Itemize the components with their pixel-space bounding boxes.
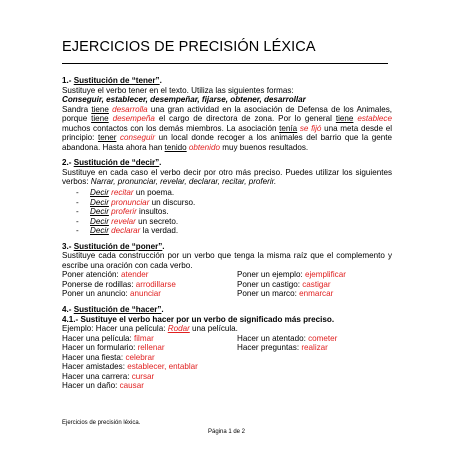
list-item: Hacer una película: filmar	[62, 333, 154, 343]
title-rule	[62, 63, 388, 64]
section-3-intro: Sustituye cada construcción por un verbo que tenga la misma raíz que el complemento y escribe una oración con cada verbo.	[62, 251, 392, 270]
section-4-subheading: 4.1.- Sustituye el verbo hacer por un verbo de significado más preciso.	[62, 314, 335, 324]
section-1-intro: Sustituye el verbo tener en el texto. Utiliza las siguientes formas:	[62, 85, 294, 95]
list-item: Hacer una carrera: cursar	[62, 371, 155, 381]
section-4-columns	[62, 334, 392, 391]
list-item: Ponerse de rodillas: arrodillarse	[62, 279, 176, 289]
list-item: Poner un ejemplo: ejemplificar	[237, 270, 346, 280]
section-3-heading: 3.- Sustitución de “poner”.	[62, 241, 165, 251]
list-item: Hacer una fiesta: celebrar	[62, 352, 155, 362]
list-item: Poner un marco: enmarcar	[237, 289, 334, 299]
list-item: Hacer amistades: establecer, entablar	[62, 362, 198, 372]
section-4-example: Ejemplo: Hacer una película: Rodar una película.	[62, 324, 238, 334]
list-item: Hacer un formulario: rellenar	[62, 343, 165, 353]
list-item: Poner atención: atender	[62, 270, 149, 280]
section-4-heading: 4.- Sustitución de “hacer”.	[62, 305, 164, 315]
list-item: - Decir revelar un secreto.	[76, 217, 392, 227]
section-2-intro: Sustituye en cada caso el verbo decir por otro más preciso. Puedes utilizar los siguientes verbos: Narrar, pronunciar, revelar, declarar, recitar, proferir.	[62, 167, 392, 187]
list-item: Poner un anuncio: anunciar	[62, 289, 162, 299]
list-item: - Decir pronunciar un discurso.	[76, 198, 392, 208]
list-item: Hacer preguntas: realizar	[237, 343, 328, 353]
list-item: - Decir proferir insultos.	[76, 207, 392, 217]
list-item: Poner un castigo: castigar	[237, 279, 331, 289]
section-1-heading: 1.- Sustitución de “tener”.	[62, 76, 162, 85]
section-2-list	[62, 188, 392, 236]
list-item: - Decir declarar la verdad.	[76, 226, 392, 236]
page-title: EJERCICIOS DE PRECISIÓN LÉXICA	[62, 39, 316, 55]
list-item: Hacer un daño: causar	[62, 381, 144, 391]
section-2-heading: 2.- Sustitución de “decir”.	[62, 158, 162, 168]
list-item: Hacer un atentado: cometer	[237, 333, 338, 343]
section-1-forms: Conseguir, establecer, desempeñar, fijarse, obtener, desarrollar	[62, 95, 306, 105]
document-body	[62, 72, 392, 391]
list-item: - Decir recitar un poema.	[76, 188, 392, 198]
section-1-text: Sandra tiene desarrolla una gran actividad en la asociación de Defensa de los Animales, porque tiene desempeña el cargo de directora de zona. Por lo general tiene establece muchos contactos con los demás miembros. La asociación tenía se fijó una meta desde el principio: tener conseguir un local donde recoger a los animales del barrio que la gente abandona. Hasta ahora han tenido obtenido muy buenos resultados.	[62, 104, 393, 152]
section-3-columns	[62, 270, 392, 299]
footer-text: Ejercicios de precisión léxica.	[62, 420, 141, 426]
page-number: Página 1 de 2	[207, 429, 246, 435]
